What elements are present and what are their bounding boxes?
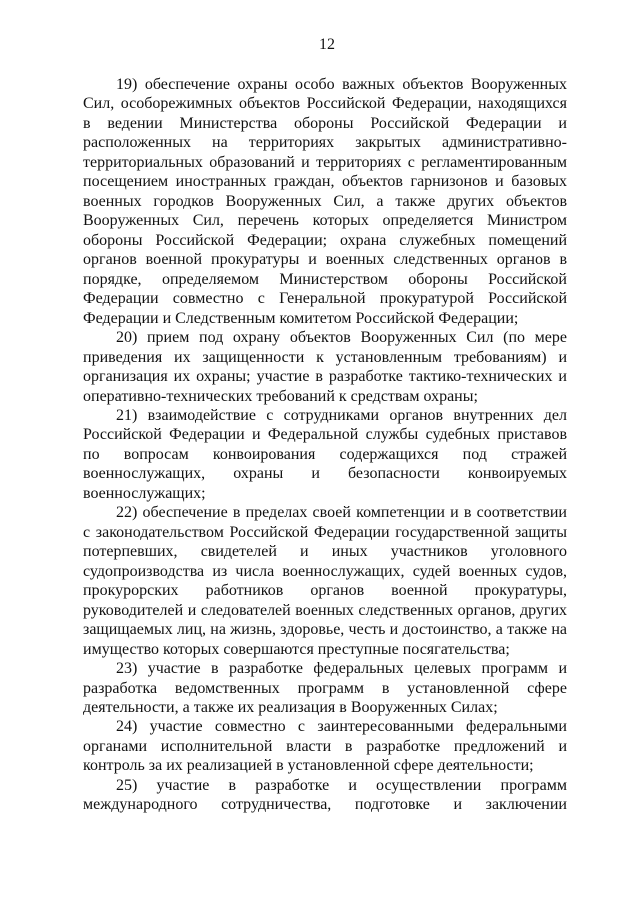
paragraph xyxy=(83,503,567,659)
text-line: потерпевших, свидетелей и иных участников уголовного xyxy=(83,543,567,561)
text-line: Российской Федерации и Федеральной службы судебных приставов xyxy=(83,426,567,444)
text-line: руководителей и следователей военных следственных органов, других xyxy=(83,601,567,619)
text-line: 19) обеспечение охраны особо важных объектов Вооруженных xyxy=(116,76,567,93)
text-line: органами исполнительной власти в разработке предложений и xyxy=(83,737,567,755)
paragraph xyxy=(83,328,567,406)
document-body xyxy=(83,75,567,815)
text-line: оперативно-технических требований к средствам охраны; xyxy=(83,387,478,405)
text-line: судопроизводства из числа военнослужащих, судей военных судов, xyxy=(83,562,567,580)
page-number: 12 xyxy=(319,36,335,53)
text-line: 24) участие совместно с заинтересованными федеральными xyxy=(116,718,567,736)
text-line: 21) взаимодействие с сотрудниками органов внутренних дел xyxy=(116,406,567,424)
text-line: имущество которых совершаются преступные посягательства; xyxy=(83,640,510,658)
text-line: с законодательством Российской Федерации государственной защиты xyxy=(83,523,567,541)
text-line: военнослужащих; xyxy=(83,484,206,502)
text-line: обороны Российской Федерации; охрана служебных помещений xyxy=(83,231,567,249)
text-line: органов военной прокуратуры и военных следственных органов в xyxy=(83,251,567,269)
paragraph xyxy=(83,776,567,815)
text-line: 20) прием под охрану объектов Вооруженных Сил (по мере xyxy=(116,329,567,347)
text-line: прокурорских работников органов военной прокуратуры, xyxy=(83,582,567,600)
text-line: приведения их защищенности к установленным требованиям) и xyxy=(83,348,567,366)
text-line: в ведении Министерства обороны Российской Федерации и xyxy=(83,114,567,132)
text-line: порядке, определяемом Министерством обороны Российской xyxy=(83,270,567,288)
paragraph xyxy=(83,717,567,775)
text-line: Вооруженных Сил, перечень которых определяется Министром xyxy=(83,212,567,230)
text-line: расположенных на территориях закрытых административно- xyxy=(83,134,567,152)
text-line: 23) участие в разработке федеральных целевых программ и xyxy=(116,660,567,678)
text-line: военных городков Вооруженных Сил, а также других объектов xyxy=(83,192,567,210)
text-line: Сил, особорежимных объектов Российской Федерации, находящихся xyxy=(83,95,567,113)
text-line: Федерации совместно с Генеральной прокуратурой Российской xyxy=(83,290,567,308)
paragraph xyxy=(83,659,567,717)
text-line: организация их охраны; участие в разработке тактико-технических и xyxy=(83,368,567,386)
text-line: Федерации и Следственным комитетом Российской Федерации; xyxy=(83,309,519,327)
text-line: международного сотрудничества, подготовке и заключении xyxy=(83,796,567,814)
text-line: 22) обеспечение в пределах своей компетенции и в соответствии xyxy=(116,504,567,522)
text-line: военнослужащих, охраны и безопасности конвоируемых xyxy=(83,465,567,483)
text-line: 25) участие в разработке и осуществлении программ xyxy=(116,776,567,794)
text-line: контроль за их реализацией в установленной сфере деятельности; xyxy=(83,757,534,775)
paragraph xyxy=(83,75,567,328)
text-line: территориальных образований и территориях с регламентированным xyxy=(83,153,567,171)
text-line: защищаемых лиц, на жизнь, здоровье, честь и достоинство, а также на xyxy=(83,621,567,639)
paragraph xyxy=(83,406,567,503)
text-line: по вопросам конвоирования содержащихся под стражей xyxy=(83,445,567,463)
text-line: посещением иностранных граждан, объектов гарнизонов и базовых xyxy=(83,173,567,191)
text-line: разработка ведомственных программ в установленной сфере xyxy=(83,679,567,697)
text-line: деятельности, а также их реализация в Вооруженных Силах; xyxy=(83,699,498,716)
